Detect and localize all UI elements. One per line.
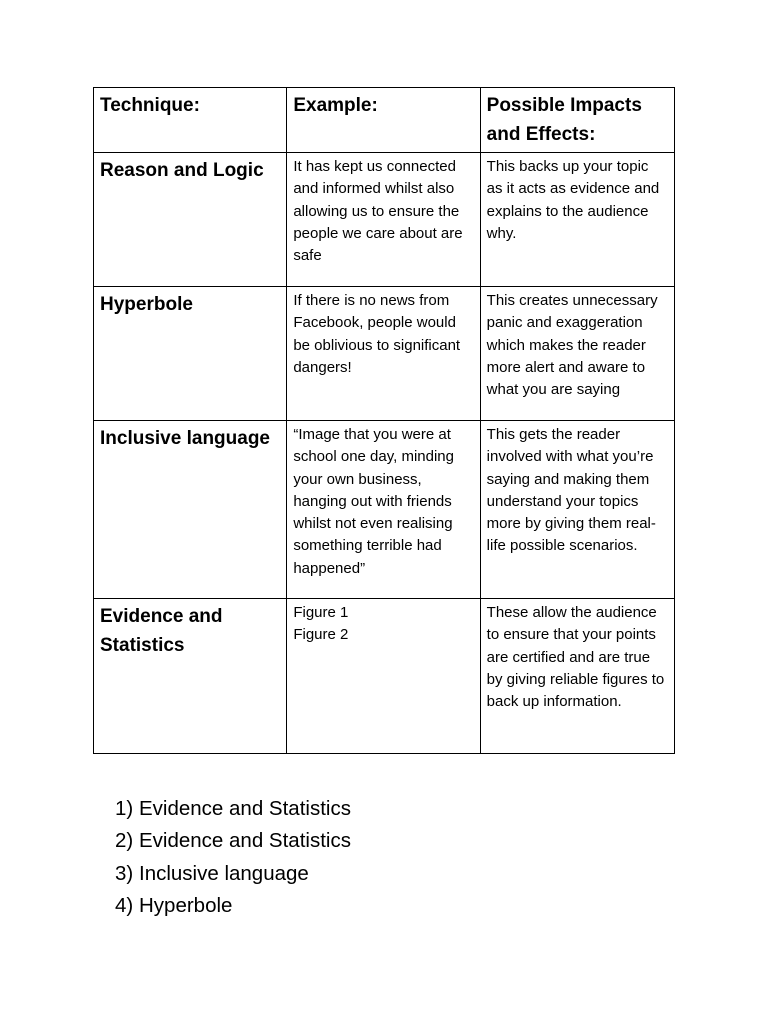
technique-cell: Reason and Logic: [94, 153, 287, 287]
example-cell: “Image that you were at school one day, minding your own business, hanging out with friends whilst not even realising something terrible had happened”: [287, 421, 480, 599]
list-item-text: Evidence and Statistics: [139, 797, 351, 820]
figure-reference: Figure 2: [293, 626, 349, 644]
list-item-text: Inclusive language: [139, 861, 309, 885]
technique-cell: Inclusive language: [94, 421, 287, 599]
table-row: [94, 287, 675, 421]
technique-cell: Evidence and Statistics: [94, 599, 287, 754]
list-item: [115, 890, 351, 922]
header-example: Example:: [287, 88, 480, 153]
example-cell: [287, 599, 480, 754]
list-item: [115, 858, 351, 890]
impacts-cell: These allow the audience to ensure that your points are certified and are true by giving reliable figures to back up information.: [480, 599, 674, 754]
list-item-text: Evidence and Statistics: [139, 829, 351, 853]
list-item-number: 3): [115, 861, 134, 885]
list-item: [115, 825, 351, 857]
technique-cell: Hyperbole: [94, 287, 287, 421]
list-item-number: 4): [115, 893, 134, 917]
table-header-row: [94, 88, 675, 153]
table-row: [94, 421, 675, 599]
table-row: [94, 599, 675, 754]
impacts-cell: This backs up your topic as it acts as evidence and explains to the audience why.: [480, 153, 674, 287]
list-item-number: 2): [115, 829, 134, 853]
example-cell: It has kept us connected and informed whilst also allowing us to ensure the people we care about are safe: [287, 153, 480, 287]
answer-list: [115, 793, 351, 922]
list-item: [115, 793, 351, 825]
figure-reference: Figure 1: [293, 604, 349, 621]
header-technique: Technique:: [94, 88, 287, 153]
impacts-cell: This gets the reader involved with what you’re saying and making them understand your topics more by giving them real-life possible scenarios.: [480, 421, 674, 599]
list-item-number: 1): [115, 797, 134, 820]
impacts-cell: This creates unnecessary panic and exaggeration which makes the reader more alert and aware to what you are saying: [480, 287, 674, 421]
table-row: [94, 153, 675, 287]
header-impacts: Possible Impacts and Effects:: [480, 88, 674, 153]
list-item-text: Hyperbole: [139, 893, 233, 917]
techniques-table: [93, 87, 675, 754]
example-cell: If there is no news from Facebook, people would be oblivious to significant dangers!: [287, 287, 480, 421]
